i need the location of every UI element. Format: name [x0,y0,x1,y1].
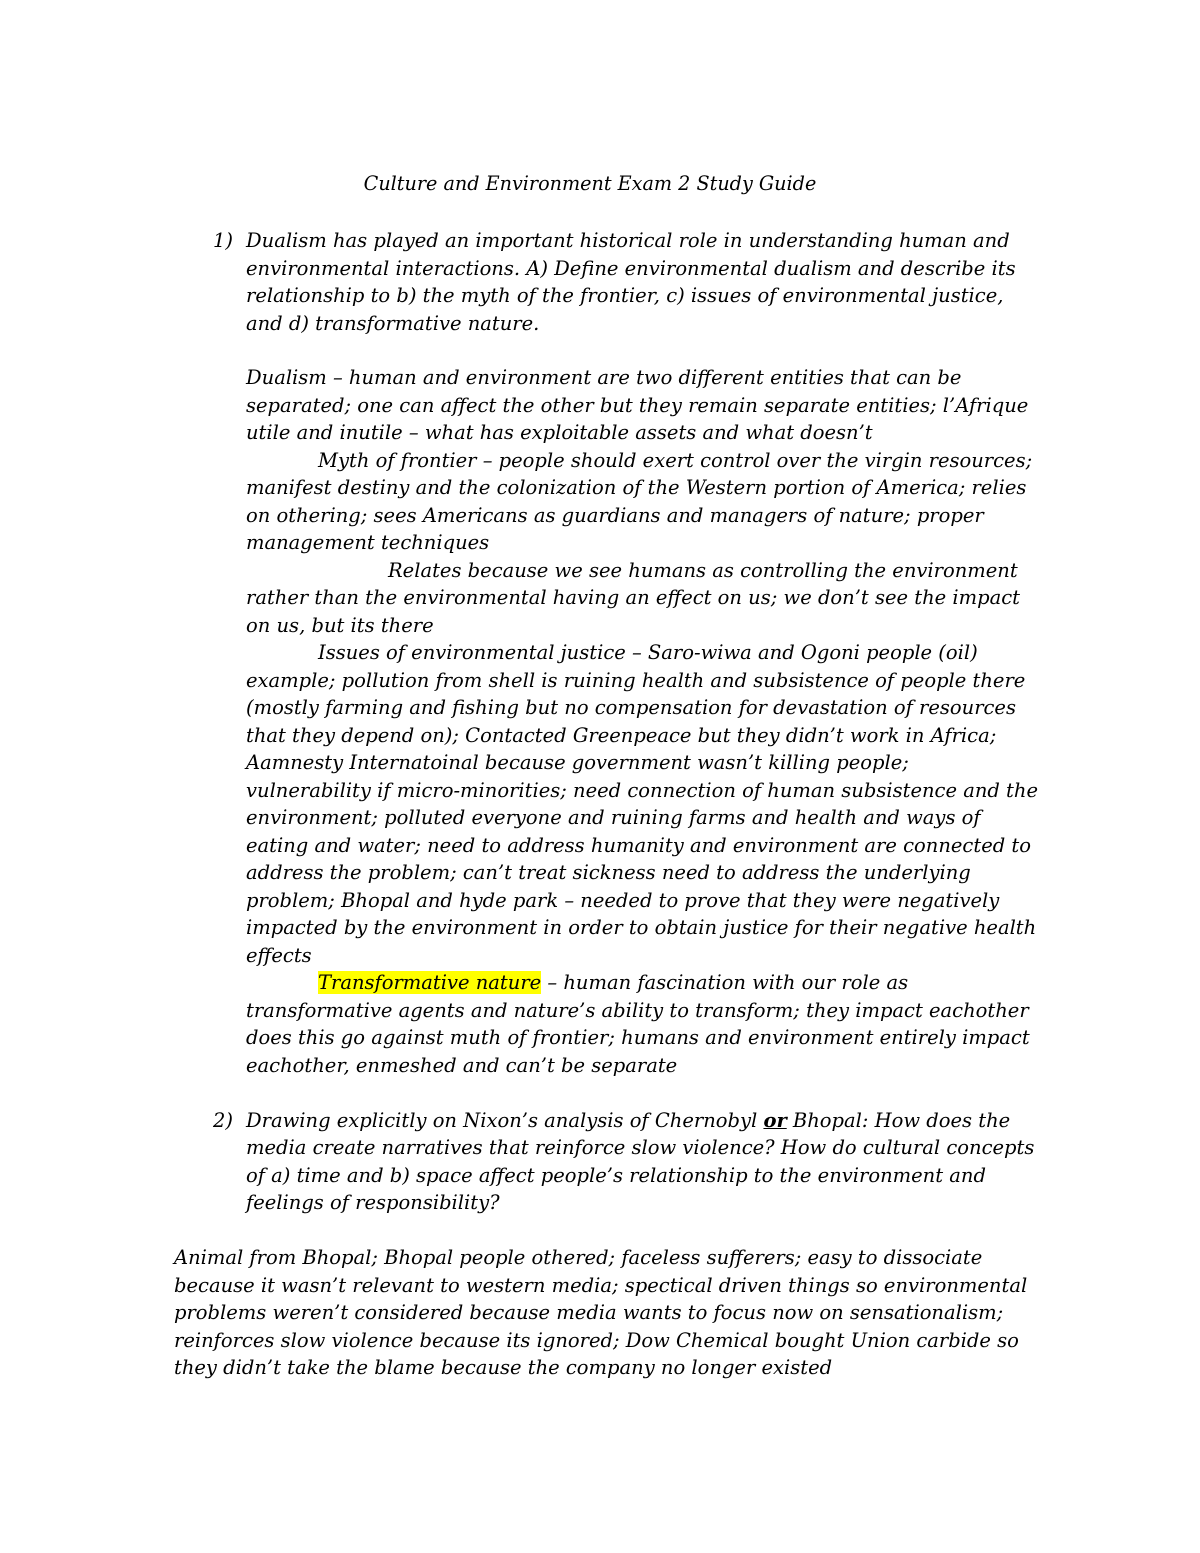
answer-1-justice-line: Issues of environmental justice – Saro-wiwa and Ogoni people (oil) [318,641,978,664]
question-1-line: relationship to b) the myth of the frontier, c) issues of environmental justice, [246,284,1004,307]
answer-1-justice-line: effects [246,944,312,967]
answer-1-dualism-line: separated; one can affect the other but they remain separate entities; l’Afrique [246,394,1029,417]
answer-2-line: because it wasn’t relevant to western media; spectical driven things so environmental [174,1274,1028,1297]
answer-1-transformative-first-line [318,969,908,997]
answer-1-frontier-line: manifest destiny and the colonization of the Western portion of America; relies [246,476,1027,499]
answer-1-justice-line: that they depend on); Contacted Greenpeace but they didn’t work in Africa; [246,724,997,747]
question-2-line: of a) time and b) space affect people’s relationship to the environment and [246,1164,986,1187]
question-2-first-line [246,1107,1010,1135]
answer-1-justice-line: environment; polluted everyone and ruining farms and health and ways of [246,806,981,829]
question-2-text: Drawing explicitly on Nixon’s analysis of Chernobyl [246,1109,764,1132]
answer-1-transformative-line: eachother, enmeshed and can’t be separate [246,1054,678,1077]
question-1-number: 1) [213,229,234,252]
answer-1-dualism-line: Dualism – human and environment are two different entities that can be [246,366,962,389]
answer-1-justice-line: address the problem; can’t treat sickness need to address the underlying [246,861,971,884]
answer-1-justice-line: example; pollution from shell is ruining health and subsistence of people there [246,669,1026,692]
answer-1-transformative-rest: – human fascination with our role as [541,971,909,994]
question-2-text: Bhopal: How does the [786,1109,1011,1132]
question-2-or-emphasis: or [763,1109,787,1132]
answer-1-justice-line: vulnerability if micro-minorities; need connection of human subsistence and the [246,779,1038,802]
answer-2-line: Animal from Bhopal; Bhopal people othered; faceless sufferers; easy to dissociate [174,1246,983,1269]
answer-2-line: problems weren’t considered because media wants to focus now on sensationalism; [174,1301,1004,1324]
answer-1-frontier-line: on othering; sees Americans as guardians and managers of nature; proper [246,504,984,527]
question-2-number: 2) [213,1109,234,1132]
answer-1-dualism-line: utile and inutile – what has exploitable assets and what doesn’t [246,421,873,444]
answer-2-line: they didn’t take the blame because the company no longer existed [174,1356,833,1379]
answer-1-justice-line: problem; Bhopal and hyde park – needed to prove that they were negatively [246,889,1000,912]
answer-2-line: reinforces slow violence because its ignored; Dow Chemical bought Union carbide so [174,1329,1019,1352]
answer-1-transformative-line: transformative agents and nature’s ability to transform; they impact eachother [246,999,1029,1022]
answer-1-transformative-line: does this go against muth of frontier; humans and environment entirely impact [246,1026,1030,1049]
highlighted-text: Transformative nature [318,971,542,994]
answer-1-relates-line: rather than the environmental having an effect on us; we don’t see the impact [246,586,1020,609]
question-1-line: and d) transformative nature. [246,312,540,335]
answer-1-frontier-line: Myth of frontier – people should exert control over the virgin resources; [318,449,1033,472]
question-2-line: media create narratives that reinforce slow violence? How do cultural concepts [246,1136,1035,1159]
answer-1-relates-line: on us, but its there [246,614,434,637]
question-1-line: Dualism has played an important historical role in understanding human and [246,229,1010,252]
answer-1-justice-line: (mostly farming and fishing but no compensation for devastation of resources [246,696,1016,719]
page-title: Culture and Environment Exam 2 Study Guide [363,172,817,195]
question-2-line: feelings of responsibility? [246,1191,500,1214]
question-1-line: environmental interactions. A) Define environmental dualism and describe its [246,257,1016,280]
answer-1-frontier-line: management techniques [246,531,490,554]
answer-1-justice-line: Aamnesty Internatoinal because government wasn’t killing people; [246,751,909,774]
answer-1-justice-line: eating and water; need to address humanity and environment are connected to [246,834,1031,857]
answer-1-justice-line: impacted by the environment in order to obtain justice for their negative health [246,916,1037,939]
answer-1-relates-line: Relates because we see humans as controlling the environment [388,559,1018,582]
